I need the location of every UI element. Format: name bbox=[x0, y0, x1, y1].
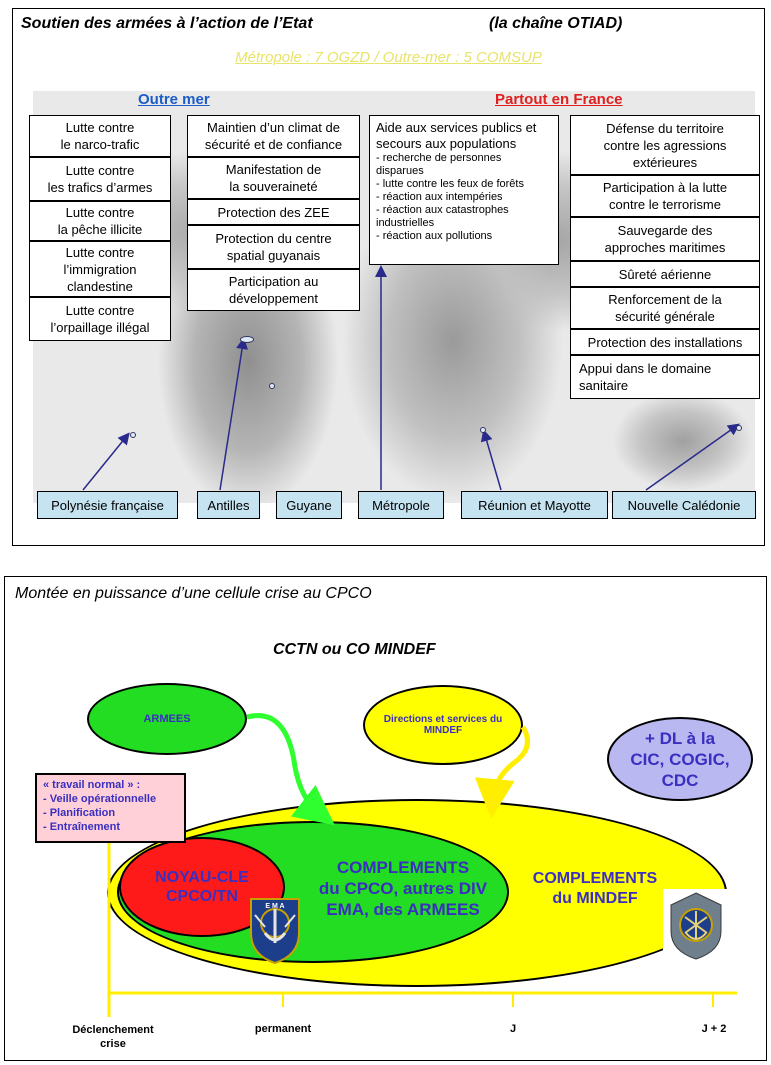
axis-permanent: permanent bbox=[254, 1023, 312, 1035]
ema-emblem-letters: E M A bbox=[265, 903, 285, 910]
location-arrows bbox=[13, 9, 766, 547]
polynesie-marker bbox=[130, 432, 136, 438]
mission-protection-zee: Protection des ZEE bbox=[187, 199, 360, 225]
location-metropole: Métropole bbox=[358, 491, 444, 519]
aide-item: - réaction aux intempéries bbox=[376, 191, 503, 203]
panel1-subtitle: Métropole : 7 OGZD / Outre-mer : 5 COMSUP bbox=[235, 49, 542, 66]
axis-j: J bbox=[509, 1023, 517, 1035]
aide-title: Aide aux services publics et secours aux populations bbox=[376, 120, 537, 151]
travail-normal-item: - Planification bbox=[43, 807, 116, 819]
aide-item: - réaction aux catastrophes industrielles bbox=[376, 204, 509, 229]
mission-securite-generale: Renforcement de la sécurité générale bbox=[570, 287, 760, 329]
mission-appui-sanitaire: Appui dans le domaine sanitaire bbox=[570, 355, 760, 399]
mission-souverainete: Manifestation de la souveraineté bbox=[187, 157, 360, 199]
complements-cpco: COMPLEMENTS du CPCO, autres DIV EMA, des ARMEES bbox=[318, 858, 488, 919]
cctn-label: CCTN ou CO MINDEF bbox=[273, 641, 436, 658]
directions-mindef-ellipse: Directions et services du MINDEF bbox=[363, 685, 523, 765]
location-polynesie: Polynésie française bbox=[37, 491, 178, 519]
mission-defense-territoire: Défense du territoire contre les agressions extérieures bbox=[570, 115, 760, 175]
partout-en-france-header: Partout en France bbox=[495, 91, 623, 108]
dl-cic-cogic-cdc-ellipse: + DL à la CIC, COGIC, CDC bbox=[607, 717, 753, 801]
aide-item: - lutte contre les feux de forêts bbox=[376, 178, 524, 190]
outre-mer-header: Outre mer bbox=[138, 91, 210, 108]
mission-lutte-terrorisme: Participation à la lutte contre le terrorisme bbox=[570, 175, 760, 217]
cpco-crisis-panel bbox=[4, 576, 767, 1061]
mission-peche-illicite: Lutte contre la pêche illicite bbox=[29, 201, 171, 241]
otiad-panel bbox=[12, 8, 765, 546]
complements-mindef: COMPLEMENTS du MINDEF bbox=[532, 870, 658, 907]
mission-protection-installations: Protection des installations bbox=[570, 329, 760, 355]
armees-ellipse: ARMEES bbox=[87, 683, 247, 755]
mission-narco-trafic: Lutte contre le narco-trafic bbox=[29, 115, 171, 157]
mission-orpaillage: Lutte contre l’orpaillage illégal bbox=[29, 297, 171, 341]
travail-normal-title: « travail normal » : bbox=[43, 779, 141, 791]
mission-surete-aerienne: Sûreté aérienne bbox=[570, 261, 760, 287]
nouvelle-caledonie-marker bbox=[736, 425, 742, 431]
location-reunion-mayotte: Réunion et Mayotte bbox=[461, 491, 608, 519]
travail-normal-item: - Veille opérationnelle bbox=[43, 793, 157, 805]
axis-declenchement: Déclenchement crise bbox=[72, 1024, 154, 1050]
panel1-chain-label: (la chaîne OTIAD) bbox=[489, 15, 623, 32]
aide-item: - recherche de personnes disparues bbox=[376, 152, 502, 177]
antilles-marker bbox=[240, 336, 254, 343]
location-guyane: Guyane bbox=[276, 491, 342, 519]
axis-j-plus-2: J + 2 bbox=[701, 1023, 727, 1035]
mission-trafics-armes: Lutte contre les trafics d’armes bbox=[29, 157, 171, 201]
panel1-title: Soutien des armées à l’action de l’Etat bbox=[21, 15, 313, 32]
aide-item: - réaction aux pollutions bbox=[376, 230, 493, 242]
mission-climat-securite: Maintien d’un climat de sécurité et de confiance bbox=[187, 115, 360, 157]
mission-developpement: Participation au développement bbox=[187, 269, 360, 311]
travail-normal-item: - Entraînement bbox=[43, 821, 121, 833]
mission-immigration: Lutte contre l’immigration clandestine bbox=[29, 241, 171, 297]
panel2-title: Montée en puissance d’une cellule crise au CPCO bbox=[15, 585, 372, 602]
mission-centre-spatial: Protection du centre spatial guyanais bbox=[187, 225, 360, 269]
location-antilles: Antilles bbox=[197, 491, 260, 519]
reunion-marker bbox=[480, 427, 486, 433]
mission-approches-maritimes: Sauvegarde des approches maritimes bbox=[570, 217, 760, 261]
travail-normal-box bbox=[35, 773, 186, 843]
location-nouvelle-caledonie: Nouvelle Calédonie bbox=[612, 491, 756, 519]
noyau-cle-ellipse: NOYAU-CLE CPCO/TN bbox=[119, 837, 285, 937]
guyane-marker bbox=[269, 383, 275, 389]
